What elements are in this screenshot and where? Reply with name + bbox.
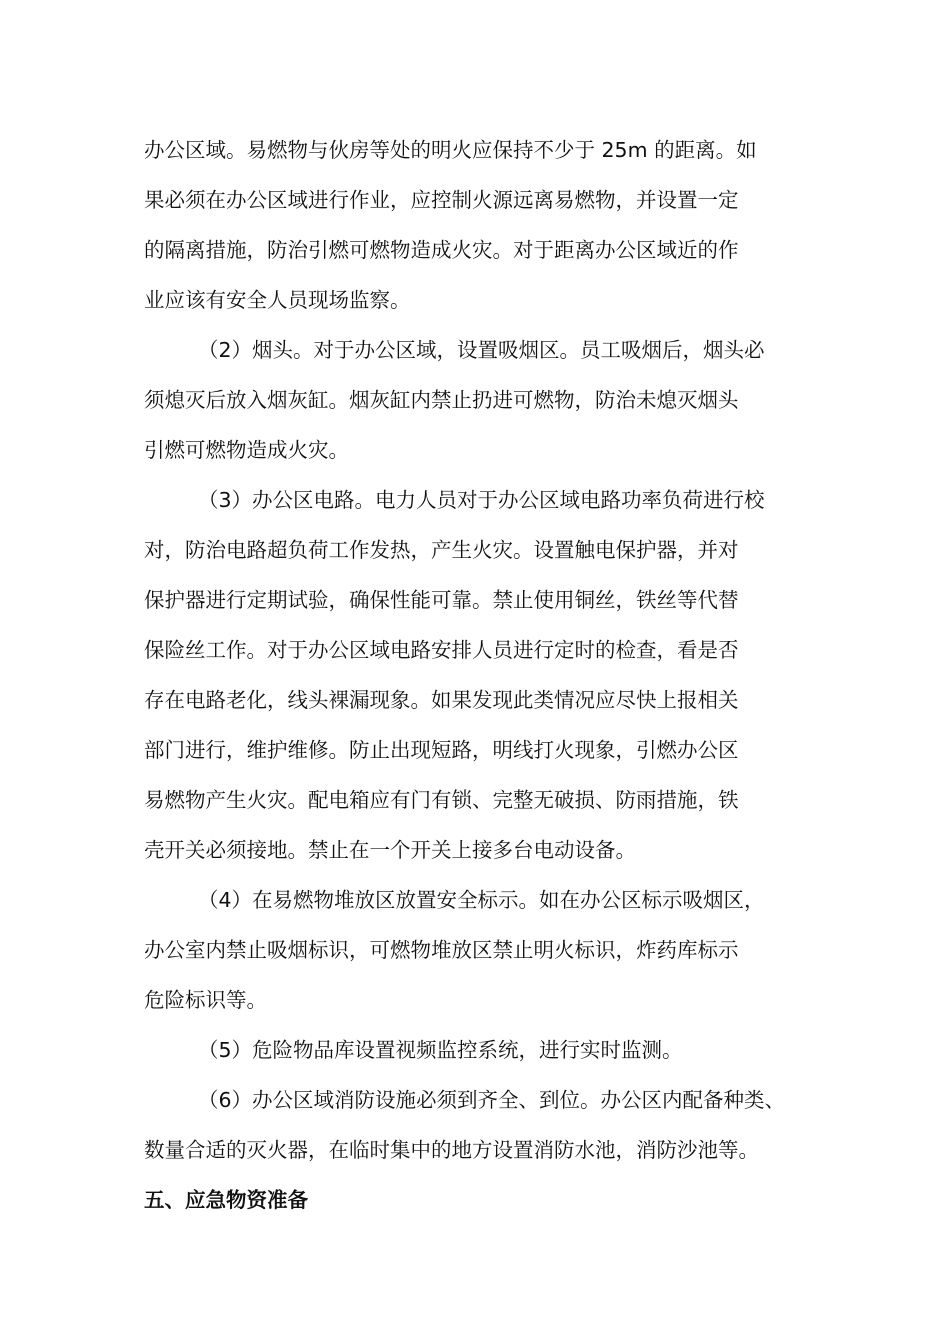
paragraph-line: 果必须在办公区域进行作业，应控制火源远离易燃物，并设置一定: [144, 188, 739, 212]
paragraph-line: 易燃物产生火灾。配电箱应有门有锁、完整无破损、防雨措施，铁: [144, 788, 739, 812]
paragraph-line: 办公区域。易燃物与伙房等处的明火应保持不少于 25m 的距离。如: [144, 138, 757, 162]
paragraph-line: 对，防治电路超负荷工作发热，产生火灾。设置触电保护器，并对: [144, 538, 739, 562]
paragraph-line: 部门进行，维护维修。防止出现短路，明线打火现象，引燃办公区: [144, 738, 739, 762]
paragraph-line: （5）危险物品库设置视频监控系统，进行实时监测。: [198, 1038, 683, 1062]
paragraph-line: 壳开关必须接地。禁止在一个开关上接多台电动设备。: [144, 838, 636, 862]
paragraph-line: 引燃可燃物造成火灾。: [144, 438, 349, 462]
paragraph-line: 数量合适的灭火器，在临时集中的地方设置消防水池，消防沙池等。: [144, 1138, 759, 1162]
paragraph-line: 保险丝工作。对于办公区域电路安排人员进行定时的检查，看是否: [144, 638, 739, 662]
paragraph-line: （6）办公区域消防设施必须到齐全、到位。办公区内配备种类、: [198, 1088, 786, 1112]
paragraph-line: （2）烟头。对于办公区域，设置吸烟区。员工吸烟后，烟头必: [198, 338, 765, 362]
paragraph-line: 业应该有安全人员现场监察。: [144, 288, 411, 312]
paragraph-line: 办公室内禁止吸烟标识，可燃物堆放区禁止明火标识，炸药库标示: [144, 938, 739, 962]
paragraph-line: 存在电路老化，线头裸漏现象。如果发现此类情况应尽快上报相关: [144, 688, 739, 712]
section-heading: 五、应急物资准备: [144, 1188, 308, 1212]
paragraph-line: 危险标识等。: [144, 988, 267, 1012]
paragraph-line: 须熄灭后放入烟灰缸。烟灰缸内禁止扔进可燃物，防治未熄灭烟头: [144, 388, 739, 412]
paragraph-line: 保护器进行定期试验，确保性能可靠。禁止使用铜丝，铁丝等代替: [144, 588, 739, 612]
paragraph-line: （4）在易燃物堆放区放置安全标示。如在办公区标示吸烟区，: [198, 888, 765, 912]
paragraph-line: 的隔离措施，防治引燃可燃物造成火灾。对于距离办公区域近的作: [144, 238, 739, 262]
paragraph-line: （3）办公区电路。电力人员对于办公区域电路功率负荷进行校: [198, 488, 765, 512]
